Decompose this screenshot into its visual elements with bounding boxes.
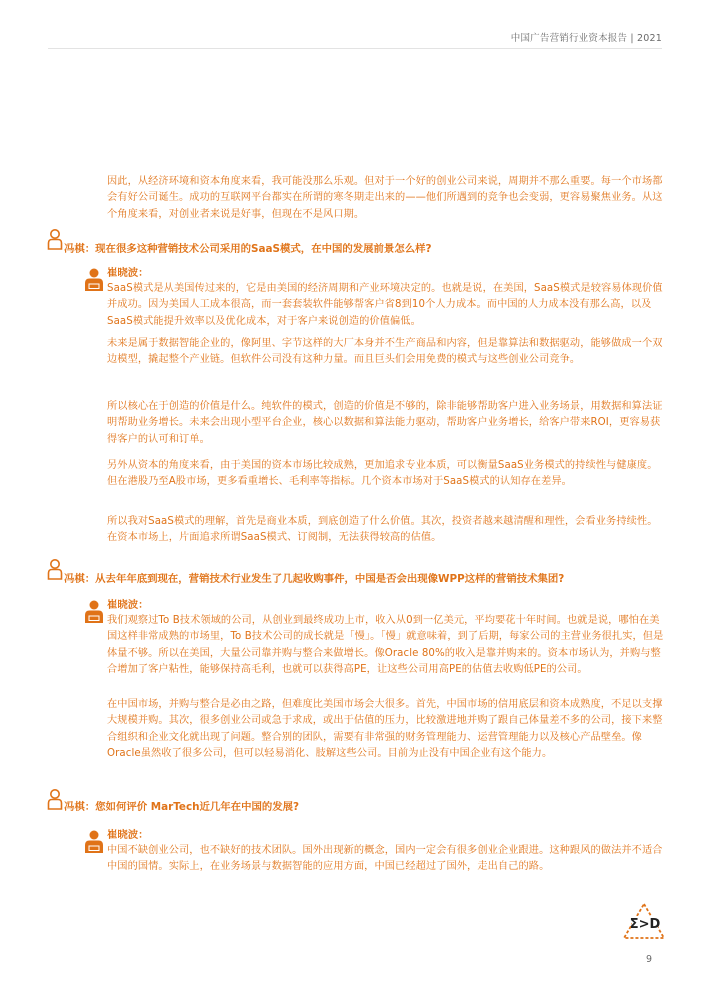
answer-paragraph: 所以我对SaaS模式的理解，首先是商业本质，到底创造了什么价值。其次，投资者越来越清醒和理性，会看业务持续性。在资本市场上，片面追求所谓SaaS模式、订阅制，无法获得较高的估值。 — [107, 516, 658, 544]
answer-paragraph: 在中国市场，并购与整合是必由之路，但难度比美国市场会大很多。首先，中国市场的信用底层和资本成熟度，不足以支撑大规模并购。其次，很多创业公司或急于求成，或出于估值的压力，比较激进地并购了跟自己体量差不多的公司，接下来整合组织和企业文化就出现了问题。整合别的团队，需要有非常强的财务管理能力、运营管理能力以及核心产品壁垒。像Oracle虽然收了很多公司，但可以轻易消化、肢解这些公司。目前为止没有中国企业有这个能力。 — [107, 699, 663, 760]
answer-paragraph: 所以核心在于创造的价值是什么。纯软件的模式，创造的价值是不够的，除非能够帮助客户进入业务场景，用数据和算法证明帮助业务增长。未来会出现小型平台企业，核心以数据和算法能力驱动，帮助客户业务增长，给客户带来ROI，更容易获得客户的认可和订单。 — [107, 401, 663, 445]
answer-paragraph: 中国不缺创业公司，也不缺好的技术团队。国外出现新的概念，国内一定会有很多创业企业跟进。这种跟风的做法并不适合中国的国情。实际上，在业务场景与数据智能的应用方面，中国已经超过了国外，走出自己的路。 — [107, 845, 663, 873]
ceo-avatar-icon — [84, 267, 104, 291]
report-header-title: 中国广告营销行业资本报告 | 2021 — [510, 33, 662, 44]
header-divider — [48, 48, 662, 49]
answer-paragraph: 另外从资本的角度来看，由于美国的资本市场比较成熟，更加追求专业本质，可以衡量SaaS业务模式的持续性与健康度。但在港股乃至A股市场，更多看重增长、毛利率等指标。几个资本市场对于SaaS模式的认知存在差异。 — [107, 460, 658, 488]
speaker-name: 崔晓波： — [107, 267, 149, 279]
answer-paragraph: SaaS模式是从美国传过来的，它是由美国的经济周期和产业环境决定的。也就是说，在美国，SaaS模式是较容易体现价值并成功。因为美国人工成本很高，而一套套装软件能够帮客户省8到10个人力成本。而中国的人力成本没有那么高，以及SaaS模式能提升效率以及优化成本，对于客户来说创造的价值偏低。 — [107, 283, 663, 327]
person-outline-icon — [47, 788, 63, 810]
speaker-name: 崔晓波： — [107, 599, 149, 611]
question-2: 冯棋：从去年年底到现在，营销技术行业发生了几起收购事件，中国是否会出现像WPP这样的营销技术集团? — [64, 573, 565, 585]
answer-paragraph: 我们观察过To B技术领域的公司，从创业到最终成功上市，收入从0到一亿美元，平均要花十年时间。也就是说，哪怕在美国这样非常成熟的市场里，To B技术公司的成长就是「慢」。「慢」就意味着，到了后期，每家公司的主营业务很扎实，但是体量不够。所以在美国，大量公司靠并购与整合来做增长。像Oracle 80%的收入是靠并购来的。资本市场认为，并购与整合增加了客户粘性，能够保持高毛利，也就可以获得高PE，让这些公司用高PE的估值去收购低PE的公司。 — [107, 615, 664, 676]
page-number: 9 — [645, 954, 652, 965]
ceo-avatar-icon — [84, 829, 104, 853]
answer-paragraph: 未来是属于数据智能企业的，像阿里、字节这样的大厂本身并不生产商品和内容，但是靠算法和数据驱动，能够做成一个双边模型，撬起整个产业链。但软件公司没有这种力量。而且巨头们会用免费的模式与这些创业公司竞争。 — [107, 338, 663, 366]
svg-text:Σ>D: Σ>D — [629, 917, 661, 932]
question-3: 冯棋：您如何评价 MarTech近几年在中国的发展? — [64, 801, 300, 813]
ceo-avatar-icon — [84, 599, 104, 623]
person-outline-icon — [47, 228, 63, 250]
exd-logo-icon — [616, 902, 672, 942]
question-1: 冯棋：现在很多这种营销技术公司采用的SaaS模式，在中国的发展前景怎么样? — [64, 243, 432, 255]
intro-paragraph: 因此，从经济环境和资本角度来看，我可能没那么乐观。但对于一个好的创业公司来说，周期并不那么重要。每一个市场都会有好公司诞生。成功的互联网平台都实在所谓的寒冬期走出来的——他们所遇到的竞争也会变弱，更容易聚焦业务。从这个角度来看，对创业者来说是好事，但现在不是风口期。 — [107, 176, 663, 220]
person-outline-icon — [47, 558, 63, 580]
speaker-name: 崔晓波： — [107, 829, 149, 841]
